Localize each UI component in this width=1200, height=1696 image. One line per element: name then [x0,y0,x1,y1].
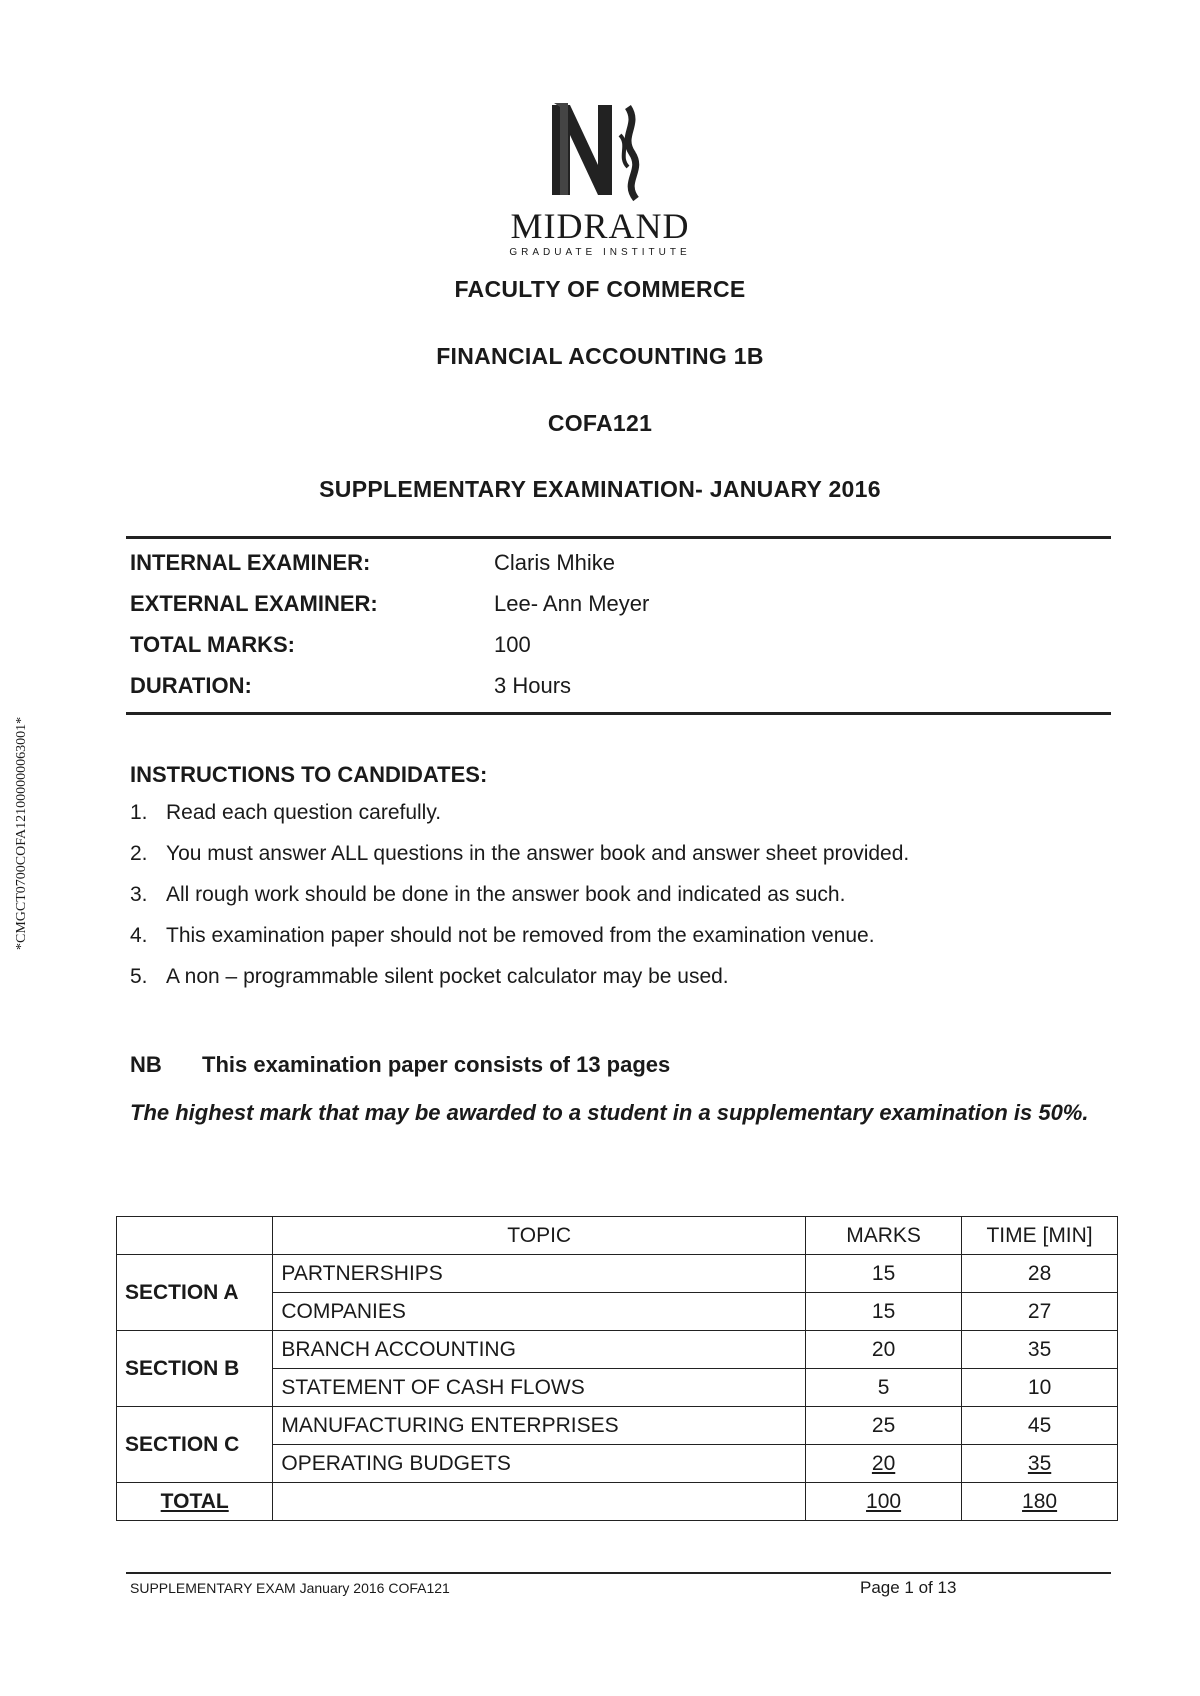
footer-left-text: SUPPLEMENTARY EXAM January 2016 COFA121 [130,1580,450,1596]
external-examiner-value: Lee- Ann Meyer [494,591,650,616]
total-time: 180 [962,1483,1118,1521]
duration-label: DURATION: [130,673,252,698]
section-c-label: SECTION C [117,1407,273,1483]
marks-table [116,1216,1118,1521]
topic-cell: OPERATING BUDGETS [273,1445,806,1483]
internal-examiner-label: INTERNAL EXAMINER: [130,550,371,575]
instruction-item: 2. You must answer ALL questions in the answer book and answer sheet provided. [130,842,910,865]
midrand-logo-icon [540,95,660,205]
nb-line [130,1052,670,1078]
midrand-logo [520,95,680,205]
nb-text: This examination paper consists of 13 pages [202,1052,671,1077]
marks-cell: 15 [806,1255,962,1293]
topic-cell: STATEMENT OF CASH FLOWS [273,1369,806,1407]
table-row [117,1407,1118,1445]
instruction-item: 1. Read each question carefully. [130,801,442,824]
instruction-item: 4. This examination paper should not be removed from the examination venue. [130,924,875,947]
faculty-title: FACULTY OF COMMERCE [454,276,746,302]
marks-cell: 5 [806,1369,962,1407]
course-code: COFA121 [547,410,653,436]
total-marks-label: TOTAL MARKS: [130,632,295,657]
total-marks-value: 100 [494,632,531,657]
time-cell: 35 [962,1445,1118,1483]
table-total-row [117,1483,1118,1521]
exam-title: SUPPLEMENTARY EXAMINATION- JANUARY 2016 [319,476,881,502]
side-document-code: *CMGCT0700COFA121000000063001* [14,716,29,950]
topic-cell: PARTNERSHIPS [273,1255,806,1293]
table-row [117,1255,1118,1293]
marks-cell: 20 [806,1445,962,1483]
time-cell: 27 [962,1293,1118,1331]
details-bottom-rule [126,712,1111,715]
header-marks: MARKS [806,1217,962,1255]
marks-cell: 25 [806,1407,962,1445]
topic-cell: MANUFACTURING ENTERPRISES [273,1407,806,1445]
header-section [117,1217,273,1255]
institution-subtitle: GRADUATE INSTITUTE [509,247,691,258]
table-row [117,1331,1118,1369]
topic-cell: COMPANIES [273,1293,806,1331]
total-label: TOTAL [117,1483,273,1521]
nb-label: NB [130,1052,162,1077]
section-b-label: SECTION B [117,1331,273,1407]
time-cell: 28 [962,1255,1118,1293]
total-topic-empty [273,1483,806,1521]
nb-note: The highest mark that may be awarded to a student in a supplementary examination is 50%. [130,1100,1089,1125]
section-a-label: SECTION A [117,1255,273,1331]
header-topic: TOPIC [273,1217,806,1255]
header-time: TIME [MIN] [962,1217,1118,1255]
marks-cell: 15 [806,1293,962,1331]
details-top-rule [126,536,1111,539]
time-cell: 10 [962,1369,1118,1407]
table-header-row [117,1217,1118,1255]
time-cell: 35 [962,1331,1118,1369]
page-number: Page 1 of 13 [860,1578,957,1597]
instruction-item: 3. All rough work should be done in the answer book and indicated as such. [130,883,846,906]
marks-cell: 20 [806,1331,962,1369]
instructions-list [130,800,1110,1005]
footer-rule [126,1572,1111,1574]
external-examiner-label: EXTERNAL EXAMINER: [130,591,378,616]
duration-value: 3 Hours [494,673,572,698]
instruction-item: 5. A non – programmable silent pocket calculator may be used. [130,965,729,988]
instructions-title: INSTRUCTIONS TO CANDIDATES: [130,762,488,787]
time-cell: 45 [962,1407,1118,1445]
institution-name: MIDRAND [510,206,690,246]
internal-examiner-value: Claris Mhike [494,550,616,575]
total-marks: 100 [806,1483,962,1521]
topic-cell: BRANCH ACCOUNTING [273,1331,806,1369]
subject-title: FINANCIAL ACCOUNTING 1B [436,343,764,369]
